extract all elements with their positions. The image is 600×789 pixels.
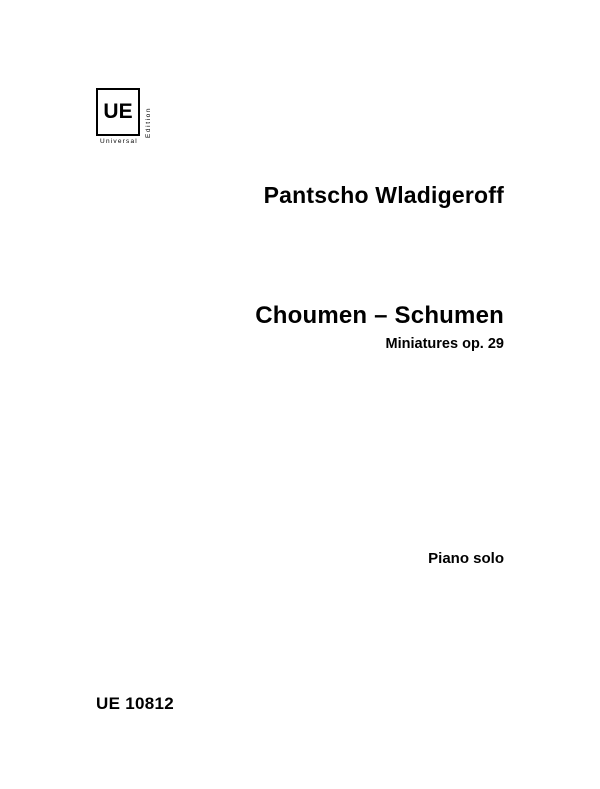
logo-universal-text: Universal xyxy=(100,138,138,145)
page-subtitle: Miniatures op. 29 xyxy=(385,336,504,352)
page-title: Choumen – Schumen xyxy=(255,302,504,329)
plate-number: UE 10812 xyxy=(96,694,175,713)
logo-ue-mark: UE xyxy=(103,100,133,123)
logo-edition-text: Edition xyxy=(145,106,152,138)
composer-name: Pantscho Wladigeroff xyxy=(263,182,504,208)
universal-edition-logo xyxy=(96,88,164,160)
instrumentation-label: Piano solo xyxy=(428,550,504,567)
